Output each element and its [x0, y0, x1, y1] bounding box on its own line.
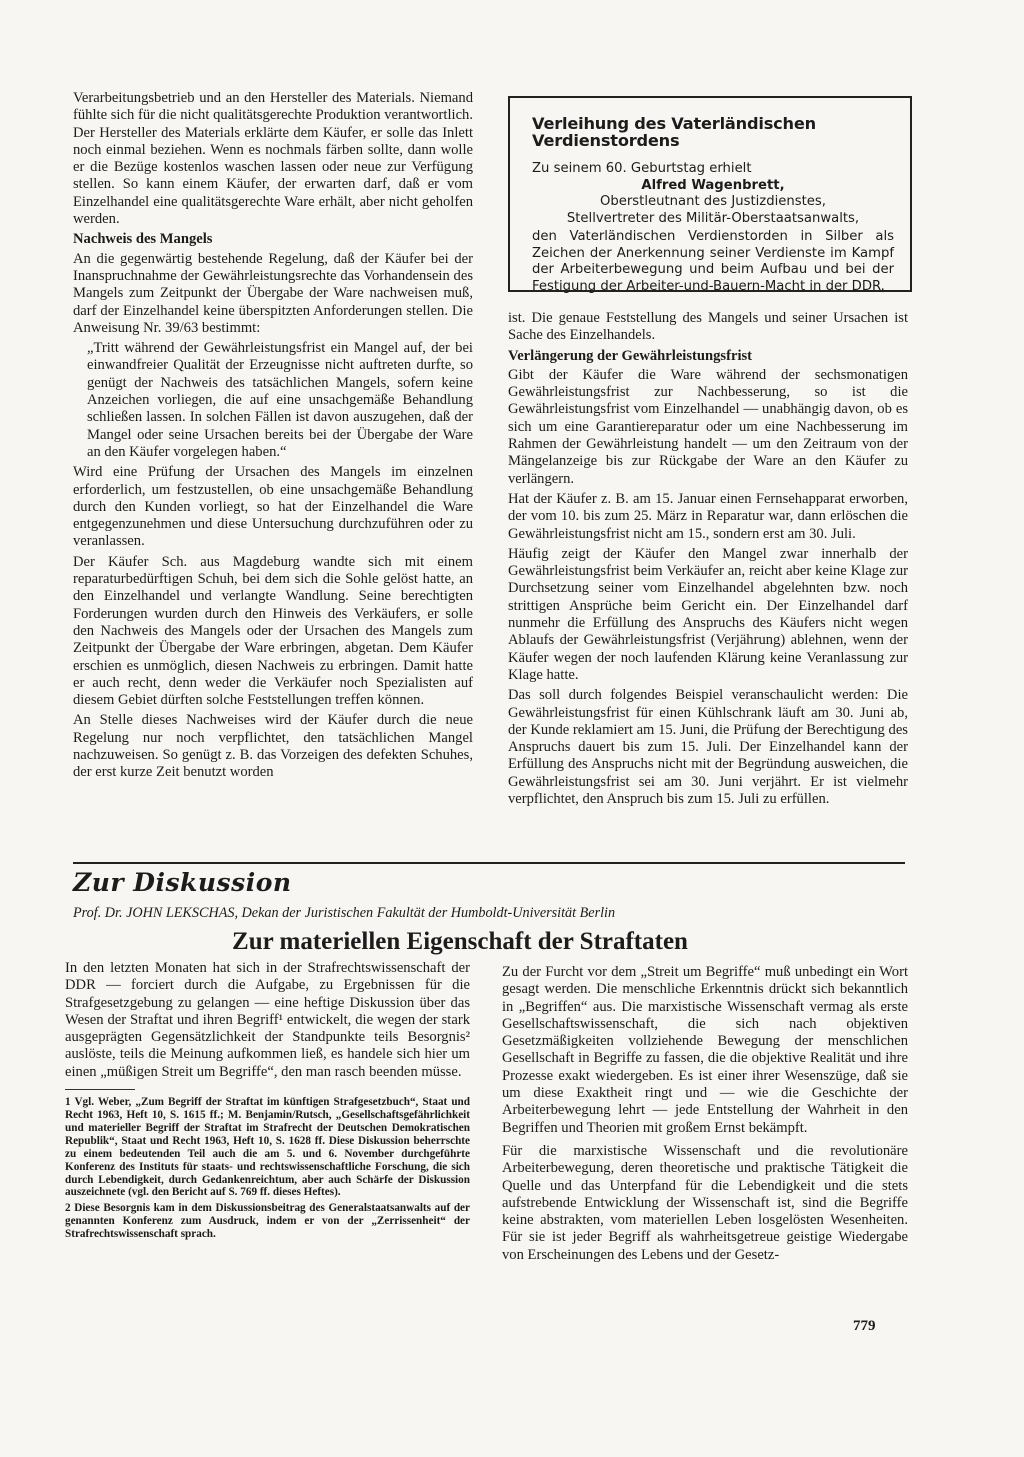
award-recipient: Alfred Wagenbrett, [641, 177, 785, 193]
award-intro: Zu seinem 60. Geburtstag erhielt [532, 161, 752, 176]
left-column-bottom [65, 960, 470, 1244]
subheading-verlaengerung: Verlängerung der Gewährleistungsfrist [508, 347, 753, 364]
award-role-2: Stellvertreter des Militär-Oberstaatsanwalts, [566, 210, 860, 226]
quotation [73, 340, 473, 461]
award-title: Verleihung des Vaterländischen Verdienstordens [532, 114, 816, 150]
quote-text: „Tritt während der Gewährleistungsfrist ein Mangel auf, der bei einwandfreier Qualität der Erzeugnisse nicht auftreten durfte, so genügt der Nachweis des tatsächlichen Mangels, sofern keine Anzeichen vorliegen, die auf eine unsachgemäße Behandlung schließen lassen. In solchen Fällen ist davon auszugehen, daß der Mangel oder seine Ursachen bereits bei der Übergabe der Ware an den Käufer vorgelegen haben.“ [87, 340, 473, 460]
subheading-nachweis: Nachweis des Mangels [73, 231, 213, 248]
left-column-top [73, 90, 473, 785]
paragraph: Der Käufer Sch. aus Magdeburg wandte sich mit einem reparaturbedürftigen Schuh, bei dem sich die Sohle gelöst hatte, an den Einzelhandel und verlangte Wandlung. Seine berechtigten Forderungen wurden durch den Hinweis des Verkäufers, er solle den Nachweis des Mangels oder der Ursachen des Mangels zum Zeitpunkt der Übergabe der Ware erbringen, abgetan. Dem Käufer erschien es unmöglich, diesen Nachweis zu erbringen. Damit hatte er auch recht, denn weder die Verkäufer noch Spezialisten auf diesem Gebiet dürften solche Feststellungen treffen können. [73, 553, 473, 709]
paragraph: Verarbeitungsbetrieb und an den Hersteller des Materials. Niemand fühlte sich für die nicht qualitätsgerechte Produktion verantwortlich. Der Hersteller des Materials erklärte dem Käufer, er solle das Inlett noch einmal beziehen. Wenn es nochmals färben sollte, dann wolle er die Bezüge kostenlos waschen lassen oder neue zur Verfügung stellen. So kann einem Käufer, der erwarten darf, daß er vom Einzelhandel eine qualitätsgerechte Ware erhält, aber nicht geholfen werden. [73, 90, 473, 228]
award-text: den Vaterländischen Verdienstorden in Silber als Zeichen der Anerkennung seiner Verdienste im Kampf der Arbeiterbewegung und beim Aufbau und bei der Festigung der Arbeiter-und-Bauern-Macht in der DDR. [532, 229, 894, 294]
paragraph: Häufig zeigt der Käufer den Mangel zwar innerhalb der Gewährleistungsfrist beim Verkäufer an, reicht aber keine Klage zur Durchsetzung seiner vom Einzelhandel abgelehnten bzw. noch strittigen Ansprüche beim Gericht ein. Der Einzelhandel darf nunmehr die Erfüllung des Anspruchs des Käufers nicht wegen Ablaufs der Gewährleistungsfrist (Verjährung) ablehnen, wenn der Käufer wegen der noch laufenden Klärung keine Veranlassung zur Klage hatte. [508, 545, 908, 683]
paragraph: An die gegenwärtig bestehende Regelung, daß der Käufer bei der Inanspruchnahme der Gewährleistungsrechte das Vorhandensein des Mangels zum Zeitpunkt der Übergabe der Ware nachweisen muß, darf der Einzelhandel keine überspitzten Anforderungen stellen. Die Anweisung Nr. 39/63 bestimmt: [73, 250, 473, 336]
paragraph: ist. Die genaue Feststellung des Mangels und seiner Ursachen ist Sache des Einzelhandels. [508, 310, 908, 344]
paragraph: Hat der Käufer z. B. am 15. Januar einen Fernsehapparat erworben, der vom 10. bis zum 25. März in Reparatur war, dann erlöschen die Gewährleistungsfrist nicht am 15., sondern erst am 30. Juli. [508, 490, 908, 542]
paragraph: Zu der Furcht vor dem „Streit um Begriffe“ muß unbedingt ein Wort gesagt werden. Die menschliche Erkenntnis drückt sich bekanntlich in „Begriffen“ aus. Die marxistische Wissenschaft vermag als erste Gesellschaftswissenschaft, die sich nach objektiven Gesetzmäßigkeiten vollziehende Bewegung der menschlichen Gesellschaft in Begriffe zu fassen, die die objektive Realität und ihre Prozesse exakt wiedergeben. Es ist einer ihrer Wesenszüge, daß sie um diese Exaktheit ringt und — wie die Geschichte der Arbeiterbewegung lehrt — jede Entstellung der Wahrheit in den Begriffen und Theorien mit großem Ernst bekämpft. [502, 964, 908, 1136]
section-divider [73, 862, 905, 864]
page-number: 779 [853, 1318, 876, 1334]
paragraph: Wird eine Prüfung der Ursachen des Mangels im einzelnen erforderlich, um festzustellen, ob eine unsachgemäße Behandlung durch den Kunden vorliegt, so hat der Einzelhandel die Ware entgegenzunehmen und diese Untersuchung durchzuführen oder zu veranlassen. [73, 464, 473, 550]
paragraph: In den letzten Monaten hat sich in der Strafrechtswissenschaft der DDR — forciert durch die Aufgabe, zu Ergebnissen für die Strafgesetzgebung zu gelangen — eine heftige Diskussion über das Wesen der Straftat und ihren Begriff¹ entwickelt, die wegen der stark ausgeprägten Gegensätzlichkeit der Standpunkte teils Besorgnis² auslöste, teils die Meinung aufkommen ließ, es handele sich hier um einen „müßigen Streit um Begriffe“, den man rasch beenden müsse. [65, 960, 470, 1080]
award-role-1: Oberstleutnant des Justizdienstes, [600, 194, 826, 209]
author-line: Prof. Dr. JOHN LEKSCHAS, Dekan der Juristischen Fakultät der Humboldt-Universität Berlin [73, 905, 616, 921]
footnote-1: 1 Vgl. Weber, „Zum Begriff der Straftat im künftigen Strafgesetzbuch“, Staat und Recht 1963, Heft 10, S. 1615 ff.; M. Benjamin/Rutsch, „Gesellschaftsgefährlichkeit und materieller Begriff der Straftat im Strafrecht der Deutschen Demokratischen Republik“, Staat und Recht 1963, Heft 10, S. 1628 ff. Diese Diskussion beherrschte zu einem bedeutenden Teil auch die am 5. und 6. November durchgeführte Konferenz des Instituts für staats- und rechtswissenschaftliche Forschung, die sich durch Lebendigkeit, durch Gedankenreichtum, aber auch Schärfe der Diskussion auszeichnete (vgl. den Bericht auf S. 769 ff. dieses Heftes). [65, 1096, 470, 1199]
award-announcement-box [508, 96, 912, 292]
right-column-bottom [502, 964, 908, 1267]
paragraph: Das soll durch folgendes Beispiel veranschaulicht werden: Die Gewährleistungsfrist für einen Kühlschrank läuft am 30. Juni ab, der Kunde reklamiert am 15. Juni, die Prüfung der Berechtigung des Anspruchs dauert bis zum 15. Juli. Der Einzelhandel kann der Erfüllung des Anspruchs nicht mit der Begründung ausweichen, die Gewährleistungsfrist sei am 30. Juni verjährt. Er ist vielmehr verpflichtet, den Anspruch bis zum 15. Juli zu erfüllen. [508, 687, 908, 808]
paragraph: Gibt der Käufer die Ware während der sechsmonatigen Gewährleistungsfrist zur Nachbesserung, so ist die Gewährleistungsfrist vom Einzelhandel — unabhängig davon, ob es sich um eine Garantiereparatur oder um eine Nachbesserung im Rahmen der Gewährleistung handelt — um den Zeitraum von der Mängelanzeige bis zur Rückgabe der Ware an den Käufer zu verlängern. [508, 366, 908, 487]
footnote-2: 2 Diese Besorgnis kam in dem Diskussionsbeitrag des Generalstaatsanwalts auf der genannten Konferenz zum Ausdruck, indem er von der „Zerrissenheit“ der Strafrechtswissenschaft sprach. [65, 1202, 470, 1241]
footnote-divider [65, 1089, 135, 1090]
right-column-top [508, 310, 908, 811]
paragraph: Für die marxistische Wissenschaft und die revolutionäre Arbeiterbewegung, deren theoretische und praktische Tätigkeit die Quelle und das Unterpfand für die Lebendigkeit und die stets aufstrebende Entwicklung der Wissenschaft ist, sind die Begriffe keine abstrakten, vom materiellen Leben losgelösten Wesenheiten. Für sie ist jeder Begriff als wahrheitsgetreue geistige Wiedergabe von Erscheinungen des Lebens und der Gesetz- [502, 1142, 908, 1263]
section-heading: Zur Diskussion [73, 868, 292, 897]
article-title: Zur materiellen Eigenschaft der Straftaten [232, 928, 688, 955]
paragraph: An Stelle dieses Nachweises wird der Käufer durch die neue Regelung nur noch verpflichtet, den tatsächlichen Mangel nachzuweisen. So genügt z. B. das Vorzeigen des defekten Schuhes, der erst kurze Zeit benutzt worden [73, 712, 473, 781]
